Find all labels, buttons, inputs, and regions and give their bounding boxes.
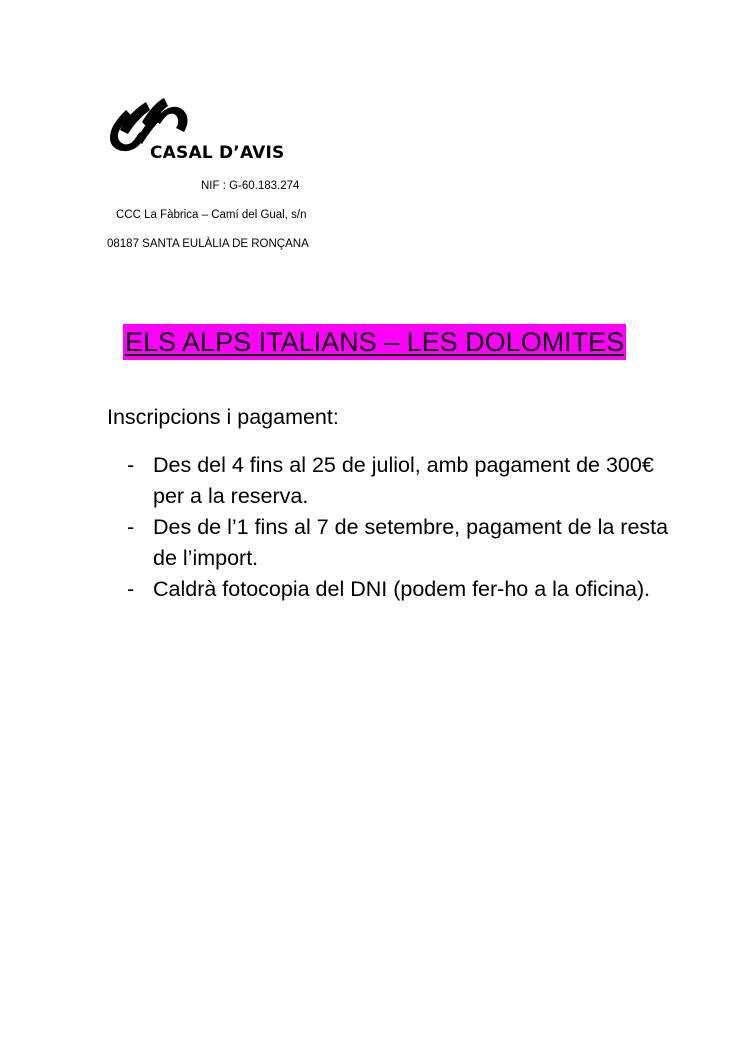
- list-item-text: Des de l’1 fins al 7 de setembre, pagament de la resta de l’import.: [153, 515, 669, 570]
- intro-heading: Inscripcions i pagament:: [107, 405, 339, 429]
- list-item: [127, 512, 687, 574]
- page-title: ELS ALPS ITALIANS – LES DOLOMITES: [123, 324, 626, 360]
- street-address: CCC La Fàbrica – Camí del Gual, s/n: [116, 209, 307, 221]
- list-bullet: -: [127, 577, 135, 601]
- list-item: [127, 574, 687, 605]
- list-item-text: Des del 4 fins al 25 de juliol, amb pagament de 300€ per a la reserva.: [153, 453, 654, 508]
- list-bullet: -: [127, 453, 135, 477]
- requirements-list: [127, 450, 687, 605]
- list-bullet: -: [127, 515, 135, 539]
- casal-davis-logo: [106, 92, 296, 164]
- nif-text: NIF : G-60.183.274: [201, 180, 300, 192]
- city-address: 08187 SANTA EULÀLIA DE RONÇANA: [107, 238, 309, 250]
- list-item: [127, 450, 687, 512]
- logo-text: CASAL D’AVIS: [150, 143, 285, 163]
- list-item-text: Caldrà fotocopia del DNI (podem fer-ho a la oficina).: [153, 577, 651, 601]
